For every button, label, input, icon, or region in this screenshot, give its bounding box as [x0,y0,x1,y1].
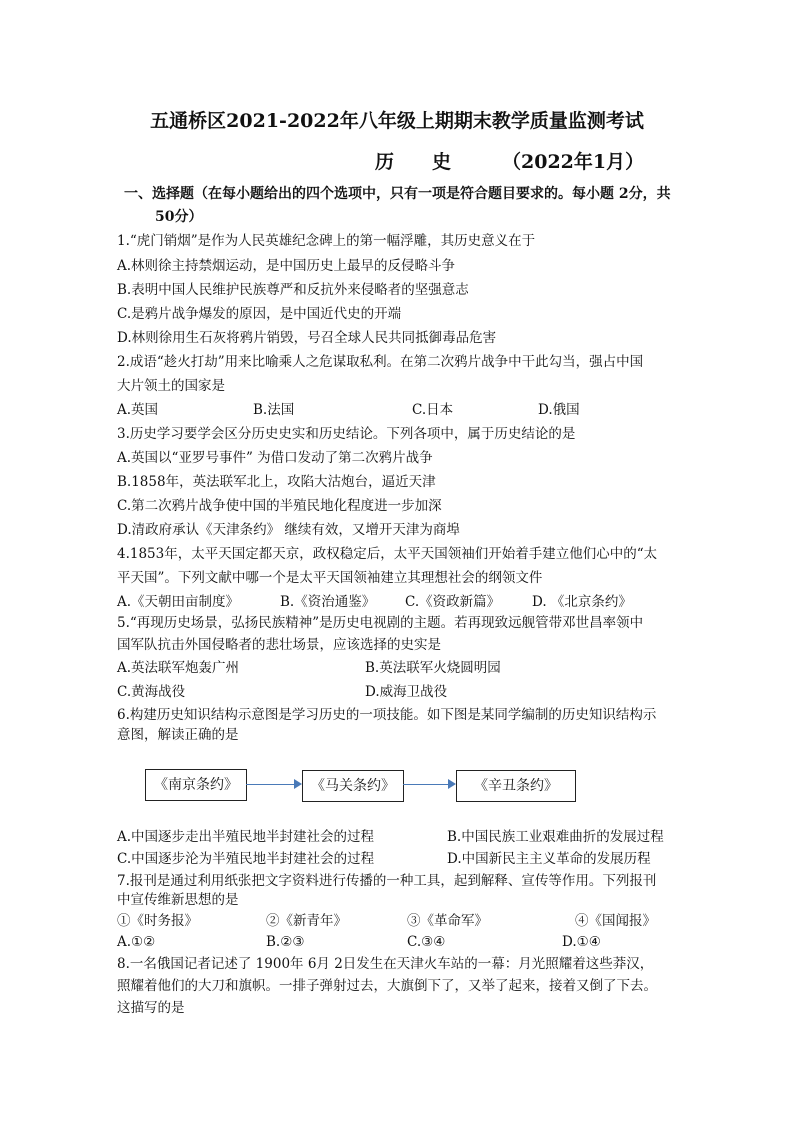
q5-stem-cont: 国军队抗击外国侵略者的悲壮场景，应该选择的史实是 [117,637,441,653]
q1-option-c: C.是鸦片战争爆发的原因，是中国近代史的开端 [117,306,402,322]
q5-option-d: D.威海卫战役 [365,684,448,700]
q6-option-b: B.中国民族工业艰难曲折的发展过程 [447,829,664,845]
q5-option-c: C.黄海战役 [117,684,186,700]
diagram-arrowhead-1 [294,779,302,789]
q5-option-a: A.英法联军炮轰广州 [117,660,240,676]
section-heading: 一、选择题（在每小题给出的四个选项中，只有一项是符合题目要求的。每小题 2分，共 [124,186,671,202]
q6-option-c: C.中国逐步沦为半殖民地半封建社会的过程 [117,851,375,867]
q3-option-a: A.英国以“亚罗号事件” 为借口发动了第二次鸦片战争 [117,450,433,466]
diagram-box-nanjing: 《南京条约》 [145,769,247,801]
q2-option-b: B.法国 [253,402,295,418]
diagram-box-maguan: 《马关条约》 [302,770,404,802]
q7-item-3: ③《革命军》 [407,913,488,929]
q7-option-a: A.①② [117,934,156,950]
q1-option-d: D.林则徐用生石灰将鸦片销毁，号召全球人民共同抵御毒品危害 [117,330,497,346]
q3-option-c: C.第二次鸦片战争使中国的半殖民地化程度进一步加深 [117,498,442,514]
q8-stem-end: 这描写的是 [117,1000,185,1016]
q6-option-d: D.中国新民主主义革命的发展历程 [447,851,651,867]
q7-item-4: ④《国闻报》 [575,913,656,929]
exam-title: 五通桥区2021-2022年八年级上期期末教学质量监测考试 [150,110,644,132]
q7-stem-cont: 中宣传维新思想的是 [117,892,239,908]
q7-item-1: ①《时务报》 [117,913,198,929]
q3-stem: 3.历史学习要学会区分历史史实和历史结论。下列各项中，属于历史结论的是 [117,426,576,442]
q7-option-b: B.②③ [266,934,305,950]
q3-option-b: B.1858年，英法联军北上，攻陷大沽炮台，逼近天津 [117,474,436,490]
q7-option-c: C.③④ [407,934,446,950]
q2-option-a: A.英国 [117,402,159,418]
q7-item-2: ②《新青年》 [266,913,347,929]
diagram-arrow-1 [246,784,294,785]
q5-option-b: B.英法联军火烧圆明园 [365,660,501,676]
q1-option-b: B.表明中国人民维护民族尊严和反抗外来侵略者的坚强意志 [117,282,469,298]
q2-stem: 2.成语“趁火打劫”用来比喻乘人之危谋取私利。在第二次鸦片战争中干此勾当，强占中国 [117,354,644,370]
q4-option-b: B.《资治通鉴》 [280,594,376,610]
q4-stem-cont: 平天国”。下列文献中哪一个是太平天国领袖建立其理想社会的纲领文件 [117,570,543,586]
section-heading-cont: 50分） [155,209,203,225]
q8-stem-cont: 照耀着他们的大刀和旗帜。一排子弹射过去，大旗倒下了，又举了起来，接着又倒了下去。 [117,978,657,994]
q4-option-a: A.《天朝田亩制度》 [117,594,240,610]
q2-stem-cont: 大片领土的国家是 [117,378,225,394]
q6-option-a: A.中国逐步走出半殖民地半封建社会的过程 [117,829,375,845]
q6-stem-cont: 意图，解读正确的是 [117,727,239,743]
diagram-arrowhead-2 [448,779,456,789]
q7-option-d: D.①④ [562,934,601,950]
exam-date: （2022年1月） [502,151,645,173]
q1-stem: 1.“虎门销烟”是作为人民英雄纪念碑上的第一幅浮雕，其历史意义在于 [117,233,536,249]
q6-stem: 6.构建历史知识结构示意图是学习历史的一项技能。如下图是某同学编制的历史知识结构示 [117,707,657,723]
q4-option-c: C.《资政新篇》 [405,594,501,610]
q4-stem: 4.1853年，太平天国定都天京，政权稳定后，太平天国领袖们开始着手建立他们心中的“太 [117,546,658,562]
q1-option-a: A.林则徐主持禁烟运动，是中国历史上最早的反侵略斗争 [117,258,456,274]
q7-stem: 7.报刊是通过利用纸张把文字资料进行传播的一种工具，起到解释、宣传等作用。下列报刊 [117,873,657,889]
exam-subject: 历 史 [375,151,452,173]
q2-option-d: D.俄国 [538,402,580,418]
q3-option-d: D.清政府承认《天津条约》 继续有效，又增开天津为商埠 [117,522,460,538]
q5-stem: 5.“再现历史场景，弘扬民族精神”是历史电视剧的主题。若再现致远舰管带邓世昌率领中 [117,615,644,631]
q8-stem: 8.一名俄国记者记述了 1900年 6月 2日发生在天津火车站的一幕：月光照耀着这些莽汉， [117,956,654,972]
q4-option-d: D. 《北京条约》 [532,594,632,610]
diagram-arrow-2 [403,784,448,785]
q2-option-c: C.日本 [412,402,454,418]
diagram-box-xinchou: 《辛丑条约》 [456,770,576,802]
